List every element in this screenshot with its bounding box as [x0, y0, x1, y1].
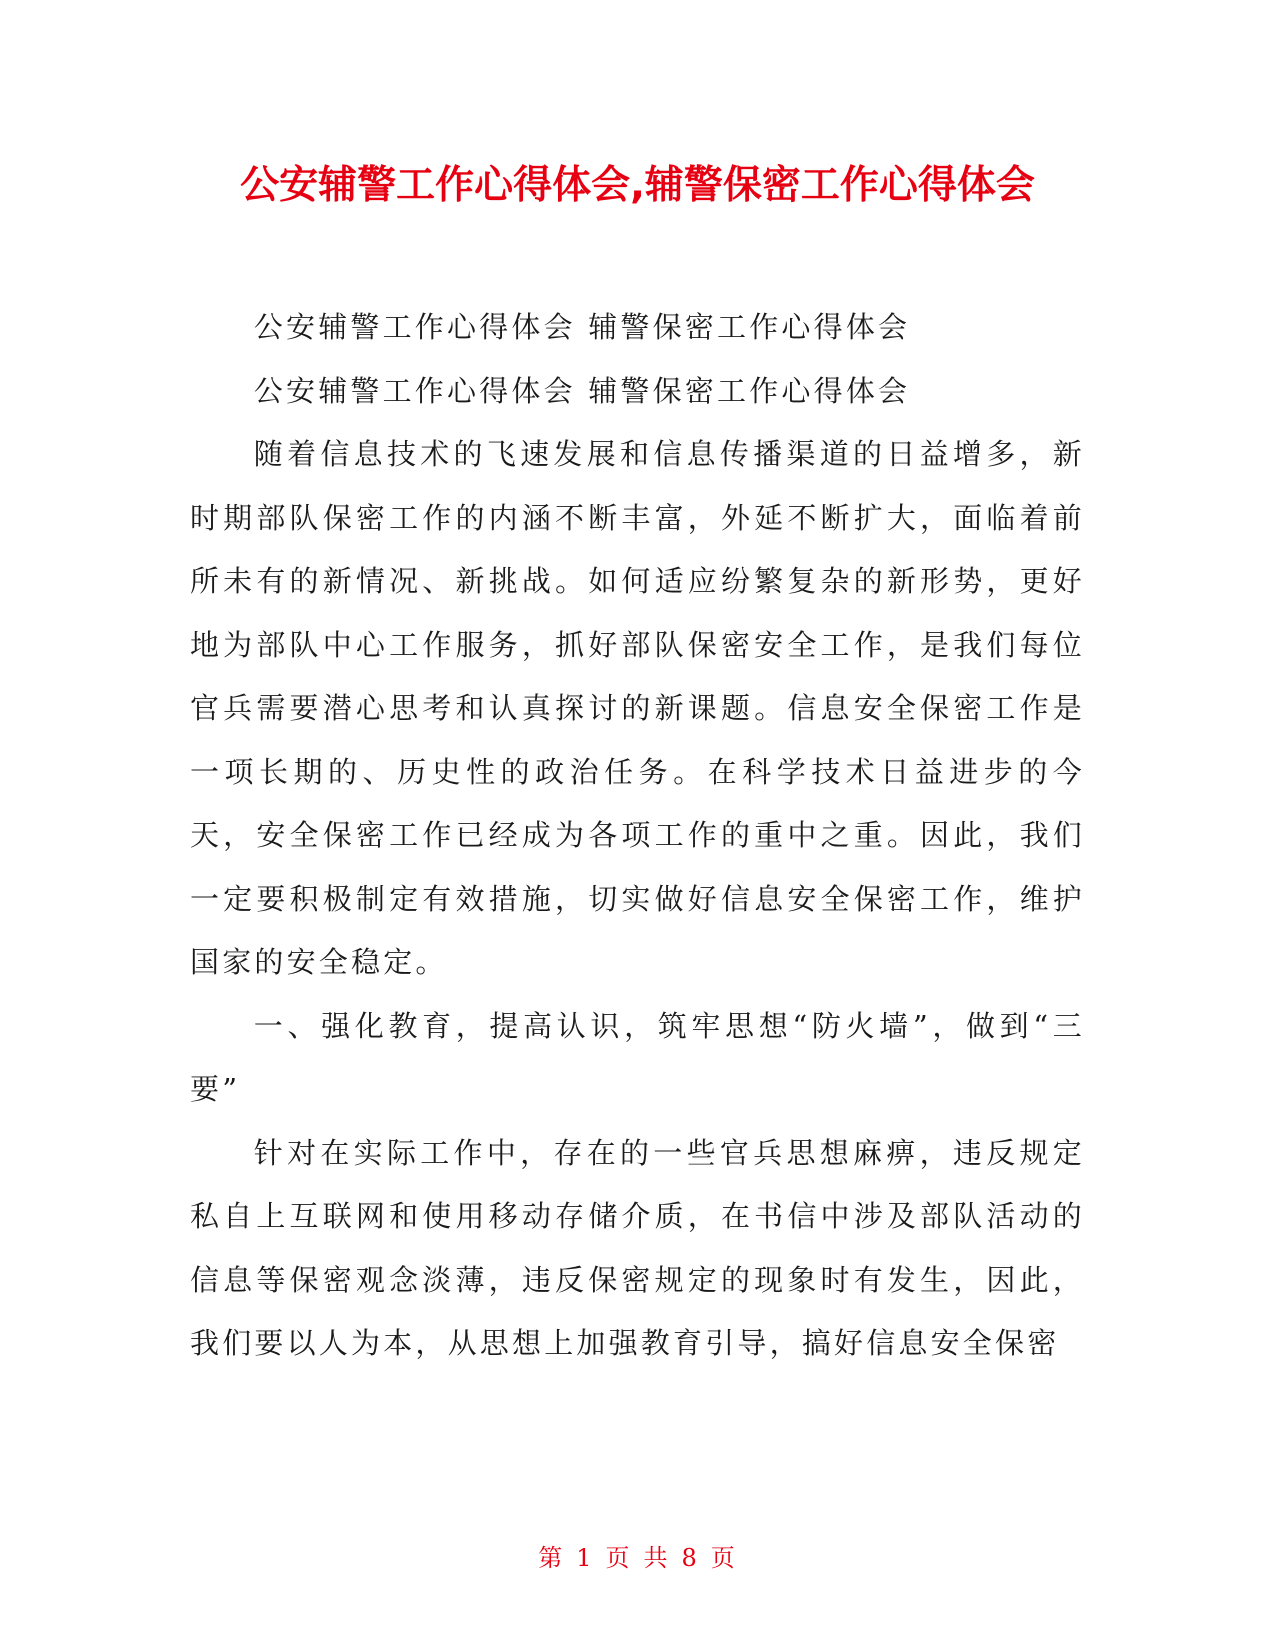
- footer-mid: 页: [605, 1544, 632, 1572]
- footer-current-page: 1: [576, 1544, 594, 1572]
- footer-total-pages: 8: [681, 1544, 699, 1572]
- footer-total-label: 共: [643, 1544, 670, 1572]
- paragraph: 公安辅警工作心得体会 辅警保密工作心得体会: [253, 373, 911, 408]
- footer-prefix: 第: [538, 1544, 565, 1572]
- paragraph: 针对在实际工作中，存在的一些官兵思想麻痹，违反规定私自上互联网和使用移动存储介质，在书信中涉及部队活动的信息等保密观念淡薄，违反保密规定的现象时有发生，因此，我们要以人为本，从思想上加强教育引导，搞好信息安全保密: [190, 1135, 1085, 1360]
- paragraph: 公安辅警工作心得体会 辅警保密工作心得体会: [253, 310, 911, 344]
- page-title: 公安辅警工作心得体会,辅警保密工作心得体会: [240, 163, 1035, 208]
- page-footer: [0, 1538, 1275, 1573]
- paragraph: 一、强化教育，提高认识，筑牢思想“防火墙”，做到“三要”: [190, 1008, 1085, 1106]
- footer-suffix: 页: [710, 1544, 737, 1572]
- paragraph: 随着信息技术的飞速发展和信息传播渠道的日益增多，新时期部队保密工作的内涵不断丰富，外延不断扩大，面临着前所未有的新情况、新挑战。如何适应纷繁复杂的新形势，更好地为部队中心工作服务，抓好部队保密安全工作，是我们每位官兵需要潜心思考和认真探讨的新课题。信息安全保密工作是一项长期的、历史性的政治任务。在科学技术日益进步的今天，安全保密工作已经成为各项工作的重中之重。因此，我们一定要积极制定有效措施，切实做好信息安全保密工作，维护国家的安全稳定。: [190, 437, 1085, 979]
- document-body: [190, 296, 1085, 1376]
